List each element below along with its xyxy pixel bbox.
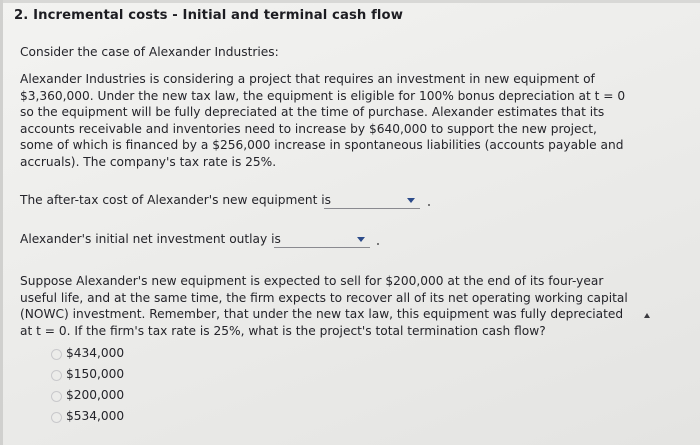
option-label[interactable]: $150,000 [66, 367, 125, 381]
termination-line-4: at t = 0. If the firm's tax rate is 25%, what is the project's total termination cash flow? [20, 323, 546, 338]
radio-button[interactable] [51, 412, 62, 423]
paragraph-line-1: Alexander Industries is considering a project that requires an investment in new equipment of [20, 72, 595, 86]
paragraph-line-4: accounts receivable and inventories need to increase by $640,000 to support the new project, [20, 121, 597, 136]
paragraph-line-3: so the equipment will be fully depreciated at the time of purchase. Alexander estimates that its [20, 105, 605, 120]
option-label[interactable]: $534,000 [66, 409, 125, 423]
radio-button[interactable] [51, 370, 62, 381]
question-title: 2. Incremental costs - Initial and terminal cash flow [14, 8, 403, 23]
paragraph-line-6: accruals). The company's tax rate is 25%. [20, 155, 277, 169]
initial-outlay-blank[interactable] [274, 233, 370, 248]
initial-outlay-label: Alexander's initial net investment outlay is [20, 232, 281, 246]
option-label[interactable]: $200,000 [66, 388, 125, 402]
radio-button[interactable] [51, 391, 62, 402]
period-dot [377, 243, 379, 245]
chevron-down-icon[interactable] [357, 237, 365, 242]
after-tax-cost-label: The after-tax cost of Alexander's new equipment is [20, 193, 331, 207]
termination-line-1: Suppose Alexander's new equipment is expected to sell for $200,000 at the end of its four-year [20, 274, 604, 288]
page-left-edge [0, 0, 3, 445]
paragraph-line-5: some of which is financed by a $256,000 increase in spontaneous liabilities (accounts payable and [20, 138, 624, 153]
period-dot [428, 204, 430, 206]
paragraph-line-2: $3,360,000. Under the new tax law, the equipment is eligible for 100% bonus depreciation at t = 0 [20, 88, 626, 103]
termination-line-2: useful life, and at the same time, the firm expects to recover all of its net operating working capital [20, 290, 628, 305]
page-top-edge [0, 0, 700, 3]
mouse-cursor-icon [644, 313, 650, 318]
case-intro: Consider the case of Alexander Industries: [20, 45, 279, 59]
radio-button[interactable] [51, 349, 62, 360]
termination-line-3: (NOWC) investment. Remember, that under the new tax law, this equipment was fully depreciated [20, 307, 624, 322]
option-label[interactable]: $434,000 [66, 346, 125, 360]
after-tax-cost-blank[interactable] [324, 194, 420, 209]
chevron-down-icon[interactable] [407, 198, 415, 203]
